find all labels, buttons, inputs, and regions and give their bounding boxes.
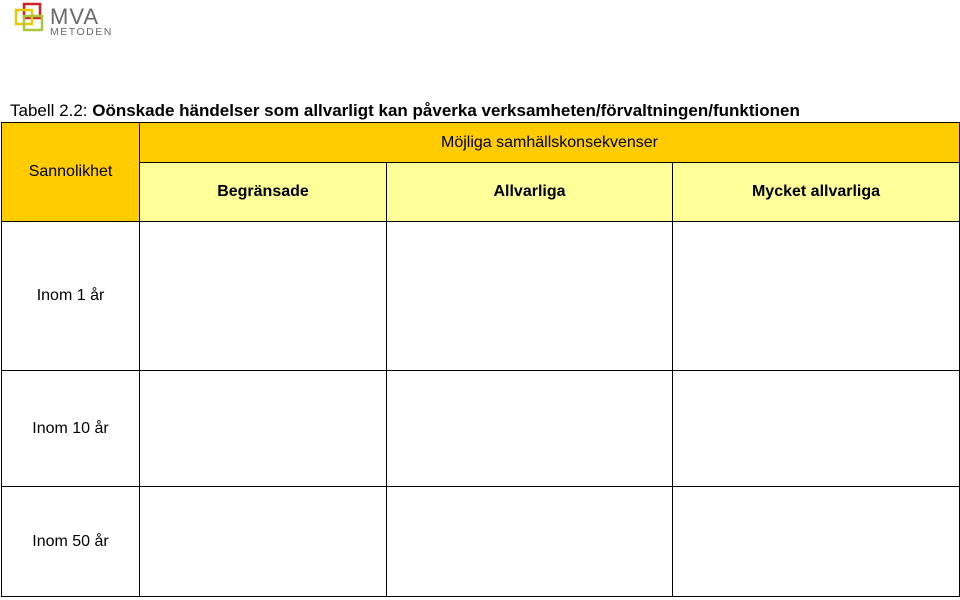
consequences-header: Möjliga samhällskonsekvenser [140, 123, 960, 163]
table-row [2, 222, 960, 371]
matrix-cell[interactable] [387, 371, 673, 487]
caption-title: Oönskade händelser som allvarligt kan påverka verksamheten/förvaltningen/funktionen [92, 101, 800, 120]
matrix-cell[interactable] [673, 487, 960, 597]
matrix-cell[interactable] [140, 371, 387, 487]
matrix-cell[interactable] [673, 222, 960, 371]
consequence-level-limited: Begränsade [140, 163, 387, 222]
consequence-level-very-serious: Mycket allvarliga [673, 163, 960, 222]
matrix-cell[interactable] [673, 371, 960, 487]
matrix-cell[interactable] [140, 222, 387, 371]
matrix-cell[interactable] [140, 487, 387, 597]
mva-metoden-logo [10, 2, 130, 38]
probability-header: Sannolikhet [2, 123, 140, 222]
table-row [2, 487, 960, 597]
row-label-50-years: Inom 50 år [2, 487, 140, 597]
risk-matrix-table [1, 122, 960, 597]
matrix-cell[interactable] [387, 222, 673, 371]
matrix-cell[interactable] [387, 487, 673, 597]
logo-mva-text: MVA [50, 4, 100, 29]
row-label-1-year: Inom 1 år [2, 222, 140, 371]
logo-metoden-text: METODEN [50, 26, 113, 38]
table-row [2, 371, 960, 487]
row-label-10-years: Inom 10 år [2, 371, 140, 487]
caption-prefix: Tabell 2.2: [10, 101, 93, 120]
table-caption [10, 101, 800, 121]
consequence-level-serious: Allvarliga [387, 163, 673, 222]
